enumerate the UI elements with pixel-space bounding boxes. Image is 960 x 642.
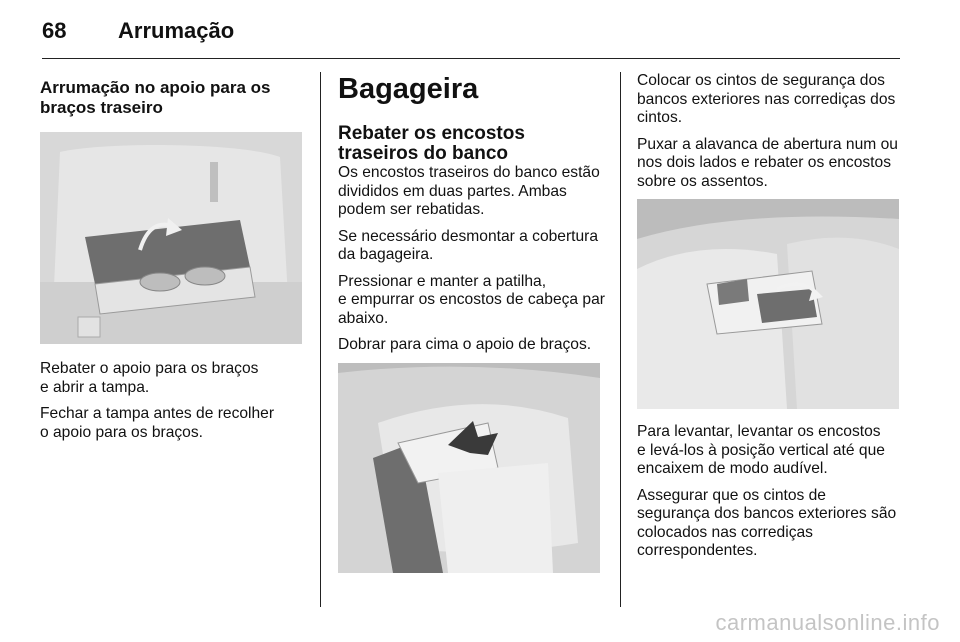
left-paragraph-2: Fechar a tampa antes de recolher o apoio para os braços. <box>40 405 275 441</box>
middle-paragraph-1: Os encostos traseiros do banco estão divididos em duas partes. Ambas podem ser rebatidas. <box>338 164 600 218</box>
column-divider-right <box>620 72 621 607</box>
left-paragraph-1: Rebater o apoio para os braços e abrir a tampa. <box>40 360 259 396</box>
watermark-text: carmanualsonline.info <box>715 610 940 635</box>
right-paragraph-3: Para levantar, levantar os encostos e levá-los à posição vertical até que encaixem de modo audível. <box>637 423 885 477</box>
middle-paragraph-2: Se necessário desmontar a cobertura da bagageira. <box>338 227 599 263</box>
right-column <box>637 72 902 569</box>
right-paragraph-4: Assegurar que os cintos de segurança dos bancos exteriores são colocados nas corrediças correspondentes. <box>637 486 897 559</box>
middle-column <box>338 72 606 589</box>
middle-paragraph-4: Dobrar para cima o apoio de braços. <box>338 336 592 353</box>
left-column <box>40 72 308 450</box>
page-section-title: Arrumação <box>118 18 235 43</box>
right-paragraph-1: Colocar os cintos de segurança dos bancos exteriores nas corrediças dos cintos. <box>637 72 896 126</box>
subsection-heading: Rebater os encostos traseiros do banco <box>338 123 525 164</box>
middle-paragraph-3: Pressionar e manter a patilha, e empurrar os encostos de cabeça par abaixo. <box>338 272 605 327</box>
seat-release-lever-illustration <box>637 199 899 409</box>
right-paragraph-2: Puxar a alavanca de abertura num ou nos dois lados e rebater os encostos sobre os assentos. <box>637 135 898 190</box>
armrest-storage-heading: Arrumação no apoio para os braços traseiro <box>40 78 271 117</box>
column-divider-left <box>320 72 321 607</box>
armrest-illustration <box>40 132 302 344</box>
headrest-latch-illustration <box>338 363 600 573</box>
section-title: Bagageira <box>338 73 479 105</box>
header-rule <box>42 58 900 59</box>
page-number: 68 <box>42 18 67 43</box>
